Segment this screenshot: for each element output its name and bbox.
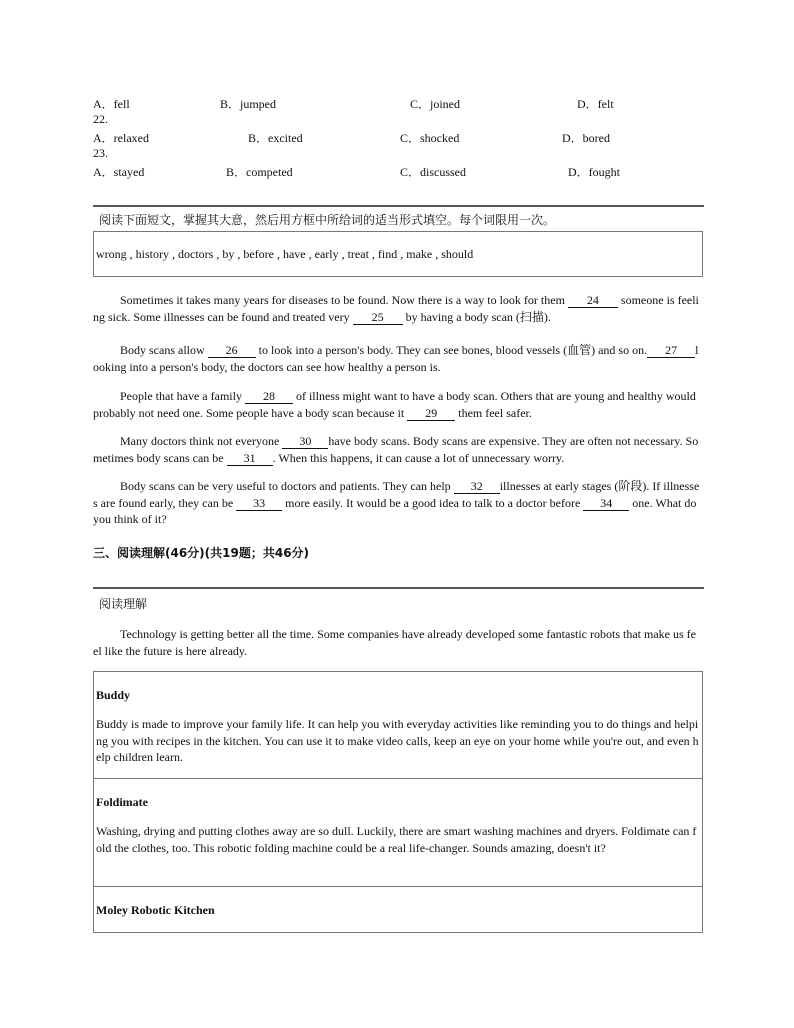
robot-name: Buddy	[96, 688, 131, 702]
blank-26[interactable]: 26	[208, 344, 256, 358]
reading-intro: Technology is getting better all the time. Some companies have already developed some fantastic robots that make us feel like the future is here already.	[93, 627, 696, 658]
robot-description: Buddy is made to improve your family life. It can help you with everyday activities like reminding you to do things and helping you with recipes in the kitchen. You can use it to make video calls, keep an eye on your home while you're out, and even help children learn.	[96, 717, 699, 764]
option-d[interactable]: D．felt	[577, 97, 614, 111]
cloze-paragraph-3: People that have a family 28 of illness might want to have a body scan. Others that are young and healthy would probably not need one. Some people have a body scan because it 29 them feel safer.	[93, 389, 696, 420]
option-a[interactable]: A．stayed	[93, 165, 145, 179]
section-divider	[93, 205, 704, 207]
option-d[interactable]: D．fought	[568, 165, 620, 179]
blank-30[interactable]: 30	[282, 435, 328, 449]
robot-name: Moley Robotic Kitchen	[96, 903, 215, 917]
cloze-paragraph-2: Body scans allow 26 to look into a person's body. They can see bones, blood vessels (血管) and so on. 27 looking into a person's body, the doctors can see how healthy a person is.	[93, 343, 699, 374]
option-b[interactable]: B．excited	[248, 131, 303, 145]
option-d[interactable]: D．bored	[562, 131, 610, 145]
option-c[interactable]: C．shocked	[400, 131, 460, 145]
word-bank: wrong , history , doctors , by , before , have , early , treat , find , make , should	[96, 247, 474, 261]
section-heading: 三、阅读理解(46分)(共19题；共46分)	[93, 546, 310, 560]
section-divider	[93, 587, 704, 589]
option-c[interactable]: C．joined	[410, 97, 460, 111]
option-c[interactable]: C．discussed	[400, 165, 467, 179]
option-b[interactable]: B．competed	[226, 165, 293, 179]
cloze-instruction: 阅读下面短文，掌握其大意，然后用方框中所给词的适当形式填空。每个词限用一次。	[99, 213, 556, 227]
robot-table	[93, 671, 703, 933]
question-number: 22.	[93, 112, 108, 126]
blank-34[interactable]: 34	[583, 497, 629, 511]
question-number: 23.	[93, 146, 108, 160]
blank-28[interactable]: 28	[245, 390, 293, 404]
cloze-paragraph-1: Sometimes it takes many years for diseases to be found. Now there is a way to look for them 24 someone is feeling sick. Some illnesses can be found and treated very 25 by having a body scan (扫描).	[93, 293, 699, 324]
robot-cell-foldimate	[94, 778, 702, 887]
option-a[interactable]: A．relaxed	[93, 131, 149, 145]
robot-name: Foldimate	[96, 795, 148, 809]
option-a[interactable]: A．fell	[93, 97, 130, 111]
cloze-paragraph-4: Many doctors think not everyone 30 have body scans. Body scans are expensive. They are often not necessary. Sometimes body scans can be 31 . When this happens, it can cause a lot of unnecessary worry.	[93, 434, 699, 465]
robot-cell-moley	[94, 886, 702, 933]
blank-29[interactable]: 29	[407, 407, 455, 421]
blank-25[interactable]: 25	[353, 311, 403, 325]
robot-description: Washing, drying and putting clothes away are so dull. Luckily, there are smart washing machines and dryers. Foldimate can fold the clothes, too. This robotic folding machine could be a real life-changer. Sounds amazing, doesn't it?	[96, 824, 697, 855]
blank-32[interactable]: 32	[454, 480, 500, 494]
reading-label: 阅读理解	[99, 597, 148, 611]
blank-31[interactable]: 31	[227, 452, 273, 466]
option-b[interactable]: B．jumped	[220, 97, 276, 111]
word-bank-box	[93, 231, 703, 277]
blank-24[interactable]: 24	[568, 294, 618, 308]
blank-27[interactable]: 27	[647, 344, 695, 358]
cloze-paragraph-5: Body scans can be very useful to doctors and patients. They can help 32 illnesses at early stages (阶段). If illnesses are found early, they can be 33 more easily. It would be a good idea to talk to a doctor before 34 one. What do you think of it?	[93, 479, 700, 526]
blank-33[interactable]: 33	[236, 497, 282, 511]
robot-cell-buddy	[94, 672, 702, 778]
